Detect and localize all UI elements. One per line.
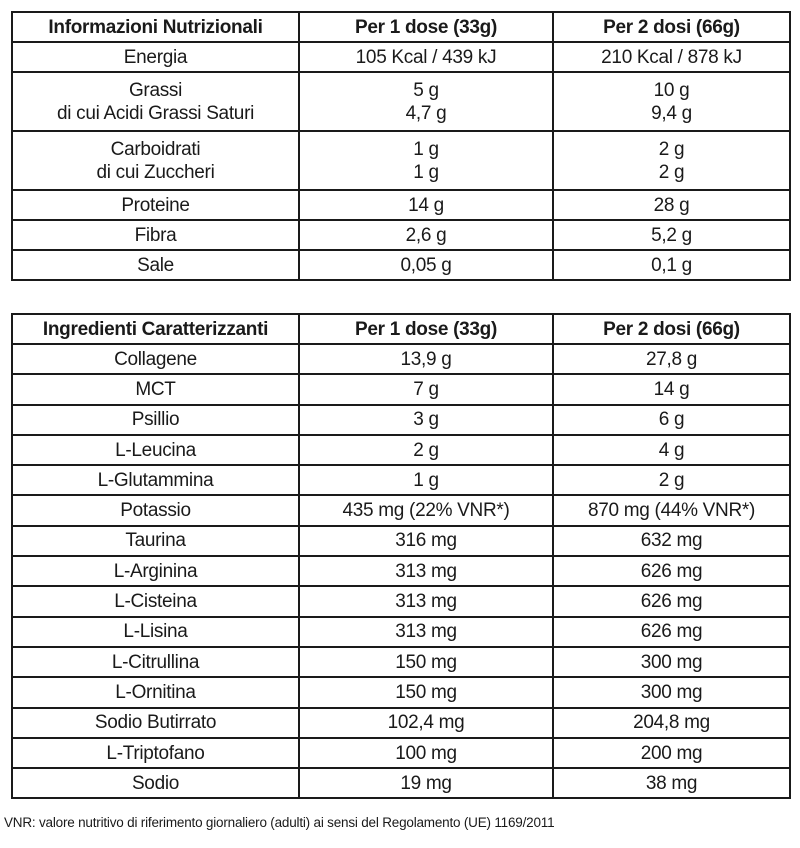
ingredient-name-text: Sodio — [131, 772, 180, 794]
dose-2-value — [553, 495, 790, 525]
dose-2-value — [553, 190, 790, 220]
nutrient-name-text: Sale — [137, 254, 174, 276]
ingredient-name-text: L-Glutammina — [97, 469, 214, 491]
dose-1-value — [299, 738, 553, 768]
dose-2-value-text: 5,2 g — [651, 224, 692, 246]
dose-1-value-text: 1 g — [413, 138, 439, 160]
nutrient-name-text: di cui Zuccheri — [96, 161, 215, 183]
dose-2-value — [553, 374, 790, 404]
dose-1-value-text: 13,9 g — [400, 348, 452, 370]
nutrient-name — [12, 72, 299, 131]
nutrient-name-text: di cui Acidi Grassi Saturi — [56, 102, 255, 124]
dose-2-value-text: 4 g — [658, 439, 685, 461]
table-row — [12, 617, 790, 647]
ingredient-name-text: L-Leucina — [115, 439, 196, 461]
dose-2-value-text: 632 mg — [640, 530, 703, 552]
dose-2-value-text: 38 mg — [645, 772, 698, 794]
dose-2-value — [553, 344, 790, 374]
dose-1-value — [299, 72, 553, 131]
dose-1-value — [299, 677, 553, 707]
dose-1-value — [299, 586, 553, 616]
nutrient-name — [12, 190, 299, 220]
table-row — [12, 465, 790, 495]
dose-1-value-text: 7 g — [413, 378, 439, 400]
dose-1-value-text: 1 g — [413, 469, 439, 491]
nutrition-table — [11, 11, 791, 281]
ingredient-name-text: MCT — [135, 378, 176, 400]
dose-1-value-text: 100 mg — [395, 742, 457, 764]
table-row — [12, 72, 790, 131]
dose-1-value-text: 19 mg — [400, 772, 452, 794]
dose-2-value-text: 9,4 g — [651, 102, 692, 124]
nutrition-table-body — [12, 12, 790, 280]
dose-2-value-text: 2 g — [658, 138, 685, 160]
dose-1-value-text: 4,7 g — [405, 102, 447, 124]
table-row — [12, 526, 790, 556]
table-row — [12, 677, 790, 707]
dose-2-value-text: 626 mg — [640, 591, 703, 613]
ingredient-name — [12, 374, 299, 404]
ingredients-table-body — [12, 314, 790, 798]
dose-2-value-text: 626 mg — [640, 621, 703, 643]
dose-1-value-text: 150 mg — [395, 651, 457, 673]
dose-1-value — [299, 131, 553, 190]
ingredient-name-text: Sodio Butirrato — [94, 712, 217, 734]
nutrient-name-text: Fibra — [134, 224, 177, 246]
dose-1-value — [299, 190, 553, 220]
ingredients-table — [11, 313, 791, 799]
table-row — [12, 190, 790, 220]
ingredient-name — [12, 465, 299, 495]
nutrition-header-row — [12, 12, 790, 42]
table-row — [12, 708, 790, 738]
nutrient-name — [12, 250, 299, 280]
dose-1-value-text: 5 g — [413, 79, 439, 101]
ingredients-header-name-text: Ingredienti Caratterizzanti — [42, 318, 269, 340]
ingredient-name — [12, 435, 299, 465]
ingredient-name-text: L-Cisteina — [114, 591, 197, 613]
ingredient-name — [12, 647, 299, 677]
dose-1-value — [299, 220, 553, 250]
table-row — [12, 220, 790, 250]
dose-2-value-text: 27,8 g — [645, 348, 698, 370]
nutrient-name-text: Carboidrati — [110, 138, 201, 160]
ingredient-name — [12, 495, 299, 525]
ingredient-name — [12, 526, 299, 556]
nutrition-header-name — [12, 12, 299, 42]
dose-2-value-text: 300 mg — [640, 651, 703, 673]
ingredient-name — [12, 738, 299, 768]
dose-1-value-text: 316 mg — [395, 530, 457, 552]
dose-2-value-text: 10 g — [653, 79, 690, 101]
dose-2-value — [553, 72, 790, 131]
dose-2-value-text: 28 g — [653, 194, 690, 216]
ingredient-name — [12, 344, 299, 374]
table-row — [12, 586, 790, 616]
dose-2-value — [553, 465, 790, 495]
dose-1-value-text: 1 g — [413, 161, 439, 183]
dose-1-value — [299, 374, 553, 404]
nutrient-name — [12, 131, 299, 190]
nutrition-header-dose-1 — [299, 12, 553, 42]
ingredient-name — [12, 405, 299, 435]
table-row — [12, 768, 790, 798]
table-row — [12, 250, 790, 280]
dose-2-value — [553, 250, 790, 280]
table-row — [12, 344, 790, 374]
dose-2-value — [553, 768, 790, 798]
dose-1-value-text: 435 mg (22% VNR*) — [342, 500, 510, 522]
dose-1-value — [299, 708, 553, 738]
ingredient-name — [12, 556, 299, 586]
dose-2-value-text: 200 mg — [640, 742, 703, 764]
dose-1-value-text: 0,05 g — [400, 254, 452, 276]
nutrition-header-dose-2 — [553, 12, 790, 42]
ingredient-name-text: L-Citrullina — [111, 651, 200, 673]
dose-2-value-text: 210 Kcal / 878 kJ — [601, 46, 742, 68]
dose-2-value-text: 14 g — [653, 378, 690, 400]
dose-1-value — [299, 42, 553, 72]
ingredient-name-text: L-Ornitina — [115, 681, 196, 703]
dose-1-value — [299, 250, 553, 280]
vnr-footnote: VNR: valore nutritivo di riferimento giornaliero (adulti) ai sensi del Regolamento (UE) 1169/2011 — [4, 815, 555, 830]
dose-2-value — [553, 526, 790, 556]
dose-1-value — [299, 647, 553, 677]
dose-1-value — [299, 344, 553, 374]
dose-1-value — [299, 768, 553, 798]
dose-2-value — [553, 708, 790, 738]
dose-1-value — [299, 526, 553, 556]
dose-1-value — [299, 465, 553, 495]
dose-1-value-text: 14 g — [408, 194, 444, 216]
ingredient-name-text: Psillio — [131, 409, 180, 431]
dose-1-value — [299, 556, 553, 586]
ingredient-name — [12, 617, 299, 647]
nutrient-name-text: Proteine — [121, 194, 190, 216]
table-row — [12, 42, 790, 72]
ingredient-name-text: L-Triptofano — [106, 742, 205, 764]
ingredients-header-dose-1-text: Per 1 dose (33g) — [355, 318, 497, 340]
ingredient-name — [12, 677, 299, 707]
nutrient-name-text: Energia — [123, 46, 188, 68]
dose-2-value-text: 0,1 g — [651, 254, 692, 276]
table-row — [12, 435, 790, 465]
dose-2-value — [553, 738, 790, 768]
table-row — [12, 556, 790, 586]
dose-1-value-text: 102,4 mg — [387, 712, 465, 734]
dose-2-value-text: 2 g — [658, 161, 685, 183]
dose-1-value-text: 3 g — [413, 409, 439, 431]
dose-2-value-text: 2 g — [658, 469, 685, 491]
dose-2-value — [553, 556, 790, 586]
ingredient-name — [12, 708, 299, 738]
dose-2-value-text: 204,8 mg — [633, 712, 710, 734]
ingredient-name-text: L-Lisina — [123, 621, 188, 643]
ingredients-header-dose-1 — [299, 314, 553, 344]
dose-1-value — [299, 495, 553, 525]
ingredient-name-text: Potassio — [120, 500, 191, 522]
dose-1-value-text: 2,6 g — [405, 224, 447, 246]
dose-1-value-text: 313 mg — [395, 591, 457, 613]
dose-2-value-text: 870 mg (44% VNR*) — [587, 500, 756, 522]
dose-2-value — [553, 647, 790, 677]
table-row — [12, 647, 790, 677]
ingredient-name-text: L-Arginina — [113, 560, 198, 582]
nutrient-name — [12, 42, 299, 72]
ingredient-name-text: Collagene — [114, 348, 197, 370]
dose-2-value — [553, 220, 790, 250]
dose-2-value-text: 626 mg — [640, 560, 703, 582]
ingredients-header-row — [12, 314, 790, 344]
dose-2-value — [553, 586, 790, 616]
nutrition-header-name-text: Informazioni Nutrizionali — [48, 16, 263, 38]
dose-2-value-text: 300 mg — [640, 681, 703, 703]
dose-1-value-text: 2 g — [413, 439, 439, 461]
table-row — [12, 738, 790, 768]
table-row — [12, 374, 790, 404]
ingredients-header-name — [12, 314, 299, 344]
nutrient-name — [12, 220, 299, 250]
dose-2-value — [553, 435, 790, 465]
ingredients-header-dose-2 — [553, 314, 790, 344]
dose-1-value-text: 313 mg — [395, 560, 457, 582]
nutrient-name-text: Grassi — [128, 79, 183, 101]
dose-1-value — [299, 435, 553, 465]
dose-1-value-text: 313 mg — [395, 621, 457, 643]
dose-1-value-text: 150 mg — [395, 681, 457, 703]
nutrition-header-dose-1-text: Per 1 dose (33g) — [355, 16, 497, 38]
dose-2-value — [553, 617, 790, 647]
ingredient-name — [12, 586, 299, 616]
ingredient-name — [12, 768, 299, 798]
dose-2-value — [553, 42, 790, 72]
dose-2-value — [553, 131, 790, 190]
table-row — [12, 405, 790, 435]
dose-2-value-text: 6 g — [658, 409, 685, 431]
nutrition-header-dose-2-text: Per 2 dosi (66g) — [603, 16, 740, 38]
table-row — [12, 131, 790, 190]
ingredient-name-text: Taurina — [125, 530, 186, 552]
dose-1-value — [299, 405, 553, 435]
table-row — [12, 495, 790, 525]
dose-2-value — [553, 677, 790, 707]
ingredients-header-dose-2-text: Per 2 dosi (66g) — [603, 318, 740, 340]
dose-2-value — [553, 405, 790, 435]
dose-1-value-text: 105 Kcal / 439 kJ — [355, 46, 497, 68]
dose-1-value — [299, 617, 553, 647]
